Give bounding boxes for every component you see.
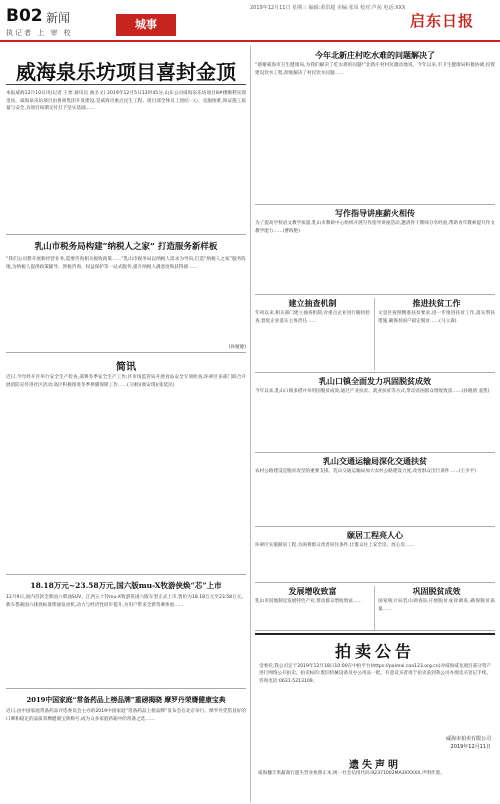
writing-article-headline: 写作指导讲座薪火相传 [335,208,415,218]
auction-org: 威海市拍卖有限公司 [445,736,491,742]
divider-line [6,688,246,689]
tax-article-reporter: (孙娅婕) [228,345,246,350]
water-article-body: “感谢威海市卫生健康局,为我们解决了吃水难的问题!”北新庄村村民激动地说。今年以来,市卫生健康局积极协调,投资建设饮水工程,彻底解决了村民饮水问题…… [255,63,495,76]
editors-line: 执记者 上 审 校 [6,29,73,37]
rushan-article-headline: 乳山口镇全面发力巩固脱贫成效 [319,376,431,386]
housing-article-headline: 颐居工程亮人心 [347,530,403,540]
tax-article-headline: 乳山市税务局构建“纳税人之家” 打造服务新样板 [34,242,218,252]
lost-notice-title: 遗失声明 [349,760,401,771]
divider-line [255,630,495,631]
divider-line [255,582,495,583]
divider-line [6,352,246,353]
transport-article-body: 农村公路建设是脱贫攻坚的重要支撑。乳山交通运输局加大农村公路建设力度,改善群众出行条件……(王少平) [255,469,476,474]
date-editor-line: 2019年12月11日 星期三 编辑:黄洪超 美编:张凤 校对:芦茜 电话:XXX [250,5,406,11]
divider-line [255,452,495,453]
page-header [0,0,500,46]
divider-line [6,234,246,235]
divider-line [6,574,246,575]
section-name: 新闻 [46,11,71,25]
lead-title-rule [6,84,246,85]
income-article-headline: 发展增收致富 [288,586,337,596]
housing-article-body: 环翠区实施颐居工程,为困难群众改善居住条件,让群众住上安全房、放心房…… [255,543,415,548]
divider-line [255,294,495,295]
consolidate-article-headline: 巩固脱贫成效 [412,586,461,596]
water-article-headline: 今年北新庄村吃水难的问题解决了 [315,50,435,60]
auction-notice [255,633,495,755]
masthead-logo: 启东日报 [410,12,475,30]
rushan-article-body: 今年以来,乳山口镇多措并举巩固脱贫成效,通过产业扶贫、就业扶贫等方式,带动贫困群众增收致富……(孙晓倩 姜凯) [255,389,490,394]
divider-line [255,526,495,527]
auction-date: 2019年12月11日 [450,744,491,750]
section-tab: 城事 [116,14,176,36]
column-divider [250,46,251,802]
income-article-body: 乳山市因地制宜发展特色产业,带动群众增收致富…… [255,599,363,604]
header-rule [0,40,500,42]
auction-title: 拍卖公告 [334,642,415,661]
medicine-article-headline: 2019中国家庭“常备药品上榜品牌”重磅揭晓 摩罗丹荣膺健康宝典 [26,696,226,704]
inner-divider [374,298,375,370]
lead-body: 本报威海12月10日讯(记者 王寒 通讯员 曲圣文) 2019年12月5日13时45分,山东公司威海泉乐坊项目8#楼顺利实现金顶。威海泉乐坊项目由鲁商集团开发建设,是威海市重点民生工程。项目部全体员工团结一心、克服困难,保证施工质量与安全,为项目如期交付打下坚实基础…… [6,91,246,112]
transport-article-headline: 乳山交通运输局深化交通扶贫 [323,456,427,466]
tax-article-body: “我们公司想开展新经营业务,需要咨询相关税收政策……”乳山市税务局以纳税人需求为导向,打造“纳税人之家”服务阵地,为纳税人提供政策辅导、涉税咨询、权益保护等一站式服务,提升纳税人满意度和获得感…… [6,257,246,270]
check-article-body: 年初以来,相关部门建立抽查机制,对重点企业进行随机检查,督促企业落实主体责任…… [255,311,370,324]
check-article-headline: 建立抽查机制 [288,298,337,308]
poverty-article-body: 文登区按照精准扶贫要求,进一步推进扶贫工作,落实帮扶措施,确保贫困户稳定脱贫……(马立森) [378,311,495,324]
page-number: B02 [6,6,43,26]
briefs-heading: 简讯 [116,362,136,373]
divider-line [255,204,495,205]
briefs-body: 近日,今年经开区举行安全生产检查,部署冬季安全生产工作;区市场监管局开展食品安全专项检查;环翠区多部门联合开展消防宣传进社区活动;高区积极推进冬季供暖保障工作……(王刚)(康安琪)(张延民) [6,375,246,388]
lost-notice-text: 威海穗丰果蔬商行遗失营业执照正本,统一社会信用代码:92371002MA3XXXXX,声明作废。 [258,771,445,776]
divider-line [255,372,495,373]
auction-text: 受委托,我公司定于2019年12月18日10:00在中拍平台(https://paimai.caa123.org.cn)对威海威龙项目部分资产进行网络公开拍卖。拍卖标的:废旧机械设备及办公用品一批。有意竞买者请于拍卖前到我公司办理竞买登记手续。咨询电话:0631-5213109。 [259,664,492,684]
lead-headline: 威海泉乐坊项目喜封金顶 [16,60,236,84]
car-article-body: 12月9日,国内首款全新国六柴油SUV、江西五十铃mu-X牧游侠国六版车型正式上市,售价为18.18万元至23.58万元。新车搭载国六排放标准柴油发动机,动力与经济性同步提升,为用户带来全新驾乘体验…… [6,595,246,608]
writing-article-body: 为了提高学校语文教学质量,乳山市教研中心组织开展写作指导讲座活动,邀请骨干教师分享经验,帮助青年教师提升作文教学能力……(曹海艳) [255,221,495,234]
medicine-article-body: 近日,由中国家庭常备药品评选委员会主办的2019中国家庭“常备药品上榜品牌”发布会在北京举行。摩罗丹凭借良好的口碑和稳定的品质荣膺健康宝典称号,成为众多家庭药箱中的常备之选…… [6,709,246,722]
poverty-article-headline: 推进扶贫工作 [412,298,461,308]
car-article-headline: 18.18万元~23.58万元,国六版mu-X牧游侠焕“芯”上市 [30,581,222,590]
inner-divider [374,586,375,630]
consolidate-article-body: 国家统计局乳山调查队开展脱贫成效调查,确保脱贫质量…… [378,599,495,612]
